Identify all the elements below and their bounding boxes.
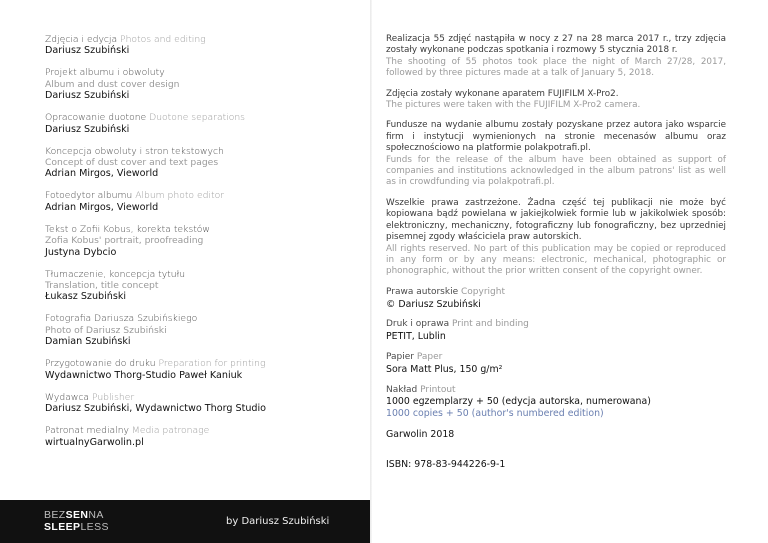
- copyright-value: © Dariusz Szubiński: [386, 298, 481, 310]
- credit-label-translation: Album and dust cover design: [45, 78, 180, 90]
- rights-notice: [386, 198, 726, 278]
- place-year-text: Garwolin 2018: [386, 428, 455, 440]
- credit-label: [45, 146, 365, 157]
- credit-entry: [45, 190, 365, 213]
- credit-label-pl: Fotografia Dariusza Szubińskiego: [45, 313, 198, 325]
- credit-label-translation: Photo of Dariusz Szubiński: [45, 324, 167, 336]
- credit-label-pl: Projekt albumu i obwoluty: [45, 67, 165, 79]
- credit-entry: [45, 425, 365, 448]
- credit-value: Dariusz Szubiński: [45, 45, 130, 57]
- credit-value: Dariusz Szubiński: [45, 123, 130, 135]
- print-label: Druk i oprawa Print and binding: [386, 319, 529, 330]
- printout-value-en: 1000 copies + 50 (author's numbered edition): [386, 408, 604, 420]
- paper-value: Sora Matt Plus, 150 g/m²: [386, 363, 503, 375]
- credit-label-translation: Translation, title concept: [45, 280, 159, 292]
- credit-label-en: Media patronage: [131, 425, 210, 437]
- credit-value: Dariusz Szubiński: [45, 90, 130, 102]
- credit-label-en: Publisher: [91, 391, 135, 403]
- author-byline: by Dariusz Szubiński: [226, 516, 330, 527]
- shooting-info-pl: Realizacja 55 zdjęć nastąpiła w nocy z 27 na 28 marca 2017 r., trzy zdjęcia zostały wykonane podczas spotkania i rozmowy 5 stycznia 2018 r.: [386, 34, 726, 56]
- shooting-info: [386, 34, 726, 80]
- logo-line-english: SLEEPLESS: [44, 521, 109, 533]
- camera-info-pl: Zdjęcia zostały wykonane aparatem FUJIFILM X-Pro2.: [386, 88, 619, 99]
- copyright-entry: [386, 287, 726, 311]
- credit-value: Adrian Mirgos, Vieworld: [45, 201, 159, 213]
- credit-label-en: Duotone separations: [149, 112, 245, 124]
- credit-value: Łukasz Szubiński: [45, 291, 127, 303]
- credit-label: [45, 269, 365, 280]
- isbn: ISBN: 978-83-944226-9-1: [386, 458, 506, 470]
- funding-info-en: Funds for the release of the album have been obtained as support of companies and institutions acknowledged in the album patrons' list as well as in crowdfunding via polakpotrafi.pl.: [386, 154, 726, 188]
- rights-notice-pl: Wszelkie prawa zastrzeżone. Żadna część tej publikacji nie może być kopiowana bądź powielana w jakiejkolwiek formie lub w jakikolwiek sposób: elektroniczny, mechaniczny, fotograficzny lub fonograficzny, bez uprzedniej pisemnej zgody właściciela praw autorskich.: [386, 197, 726, 243]
- credit-label: [45, 67, 365, 78]
- bezsenna-logo: [44, 509, 109, 533]
- colophon: [386, 34, 726, 470]
- camera-info-en: The pictures were taken with the FUJIFILM X-Pro2 camera.: [386, 100, 641, 111]
- credit-label-translation: Zofia Kobus' portrait, proofreading: [45, 235, 204, 247]
- credit-entry: [45, 313, 365, 348]
- credit-label: [45, 34, 365, 45]
- credit-value: Damian Szubiński: [45, 336, 131, 348]
- credit-label-pl: Opracowanie duotone: [45, 112, 147, 124]
- credit-entry: [45, 224, 365, 259]
- credits-list: [45, 34, 365, 459]
- credit-value: Dariusz Szubiński, Wydawnictwo Thorg Studio: [45, 403, 267, 415]
- camera-info: [386, 89, 726, 112]
- paper-label: Papier Paper: [386, 351, 443, 362]
- credit-value: Wydawnictwo Thorg-Studio Paweł Kaniuk: [45, 369, 243, 381]
- spacer: [386, 450, 726, 459]
- credit-label-pl: Wydawca: [45, 391, 90, 403]
- credit-entry: [45, 392, 365, 415]
- credit-label: [45, 112, 365, 123]
- paper-entry: [386, 352, 726, 376]
- credit-entry: [45, 34, 365, 57]
- credit-label-pl: Przygotowanie do druku: [45, 358, 156, 370]
- credit-label-en: Preparation for printing: [158, 358, 266, 370]
- footer-bar: [0, 500, 370, 543]
- credit-label-pl: Patronat medialny: [45, 425, 129, 437]
- printout-entry: [386, 385, 726, 420]
- credit-label: [45, 224, 365, 235]
- credit-label-pl: Tekst o Zofii Kobus, korekta tekstów: [45, 223, 210, 235]
- credit-entry: [45, 112, 365, 135]
- place-year: [386, 429, 726, 441]
- funding-info-pl: Fundusze na wydanie albumu zostały pozyskane przez autora jako wsparcie firm i instytucji wymienionych na stronie mecenasów albumu oraz społecznościowo na platformie polakpotrafi.pl.: [386, 120, 726, 154]
- credit-entry: [45, 358, 365, 381]
- credit-label: [45, 313, 365, 324]
- credit-label: [45, 190, 365, 201]
- credit-label-translation: Concept of dust cover and text pages: [45, 157, 219, 169]
- credit-entry: [45, 67, 365, 102]
- print-value: PETIT, Lublin: [386, 331, 446, 343]
- credit-label-pl: Koncepcja obwoluty i stron tekstowych: [45, 145, 224, 157]
- credit-label-pl: Fotoedytor albumu: [45, 190, 133, 202]
- copyright-label: Prawa autorskie Copyright: [386, 286, 505, 297]
- credit-value: Adrian Mirgos, Vieworld: [45, 168, 159, 180]
- credit-value: wirtualnyGarwolin.pl: [45, 436, 144, 448]
- printout-value-pl: 1000 egzemplarzy + 50 (edycja autorska, numerowana): [386, 396, 651, 408]
- funding-info: [386, 120, 726, 188]
- rights-notice-en: All rights reserved. No part of this publication may be copied or reproduced in any form or by any means: electronic, mechanical, photographic or phonographic, without the prior written consent of the copyright owner.: [386, 243, 726, 277]
- print-entry: [386, 319, 726, 343]
- credit-label: [45, 425, 365, 436]
- credit-value: Justyna Dybcio: [45, 246, 117, 258]
- credit-label: [45, 392, 365, 403]
- book-spine: [370, 0, 372, 543]
- shooting-info-en: The shooting of 55 photos took place the night of March 27/28, 2017, followed by three pictures made at a talk of January 5, 2018.: [386, 56, 726, 79]
- credit-entry: [45, 146, 365, 181]
- credit-label-en: Album photo editor: [135, 190, 225, 202]
- credit-label: [45, 358, 365, 369]
- credit-label-en: Photos and editing: [120, 34, 206, 45]
- credit-entry: [45, 269, 365, 304]
- printout-label: Nakład Printout: [386, 384, 456, 395]
- logo-line-polish: BEZSENNA: [44, 509, 104, 521]
- credit-label-pl: Zdjęcia i edycja: [45, 34, 118, 45]
- credit-label-pl: Tłumaczenie, koncepcja tytułu: [45, 268, 186, 280]
